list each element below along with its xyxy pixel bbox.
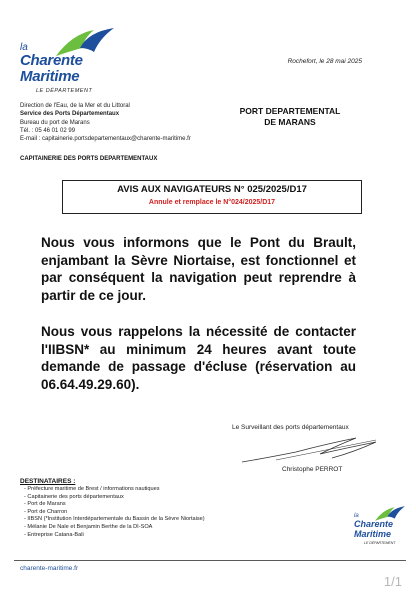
logo-maritime: Maritime — [354, 529, 392, 539]
footer-divider — [14, 560, 406, 561]
sender-service: Service des Ports Départementaux — [20, 111, 120, 118]
port-heading-line1: PORT DEPARTEMENTAL — [239, 106, 341, 116]
destinataire-item: - Port de Charron — [24, 509, 205, 517]
logo-departement: LE DÉPARTEMENT — [364, 541, 396, 545]
destinataires-title: DESTINATAIRES : — [20, 478, 76, 485]
sender-email: E-mail : capitainerie.portsdepartementaux@charente-maritime.fr — [20, 136, 191, 143]
sender-direction: Direction de l'Eau, de la Mer et du Littoral — [20, 103, 130, 109]
body-paragraph-2: Nous vous rappelons la nécessité de contacter l'IIBSN* au minimum 24 heures avant toute demande de passage d'écluse (réservation au 06.64.49.29.60). — [41, 324, 356, 392]
notice-subtitle: Annule et remplace le N°024/2025/D17 — [148, 199, 276, 206]
destinataire-item: - IIBSN (*Institution Interdépartementale du Bassin de la Sèvre Niortaise) — [24, 516, 205, 524]
logo-la: la — [20, 42, 28, 53]
logo-charente: Charente — [354, 519, 394, 529]
notice-title: AVIS AUX NAVIGATEURS N° 025/2025/D17 — [117, 184, 307, 195]
body-paragraph-1: Nous vous informons que le Pont du Brault, enjambant la Sèvre Niortaise, est fonctionnel et par conséquent la navigation peut reprendre à partir de ce jour. — [41, 235, 356, 303]
port-heading — [230, 106, 350, 128]
sender-phone: Tél. : 05 46 01 02 99 — [20, 127, 76, 134]
signature-title: Le Surveillant des ports départementaux — [232, 424, 349, 431]
logo-charente: Charente — [20, 52, 83, 69]
logo-departement: LE DÉPARTEMENT — [36, 88, 93, 94]
destinataire-item: - Port de Marans — [24, 501, 205, 509]
destinataire-item: - Mélanie De Nale et Benjamin Berthe de la DI-SOA — [24, 524, 205, 532]
footer-url[interactable]: charente-maritime.fr — [20, 565, 79, 572]
destinataires-list — [24, 486, 205, 539]
letter-date: Rochefort, le 28 mai 2025 — [287, 58, 362, 65]
destinataire-item: - Entreprise Catana-Bali — [24, 532, 205, 540]
sender-bureau: Bureau du port de Marans — [20, 119, 90, 126]
logo-la: la — [354, 513, 359, 519]
page-number: 1/1 — [383, 574, 402, 589]
charente-maritime-logo — [14, 32, 124, 102]
logo-maritime: Maritime — [20, 68, 80, 85]
capitainerie-label: CAPITAINERIE DES PORTS DEPARTEMENTAUX — [20, 156, 158, 162]
sender-address — [20, 102, 191, 143]
signature-name: Christophe PERROT — [282, 466, 343, 473]
destinataire-item: - Capitainerie des ports départementaux — [24, 494, 205, 502]
notice-box — [62, 180, 362, 214]
footer-logo — [352, 505, 412, 555]
destinataire-item: - Préfecture maritime de Brest / informations nautiques — [24, 486, 205, 494]
port-heading-line2: DE MARANS — [264, 117, 316, 127]
